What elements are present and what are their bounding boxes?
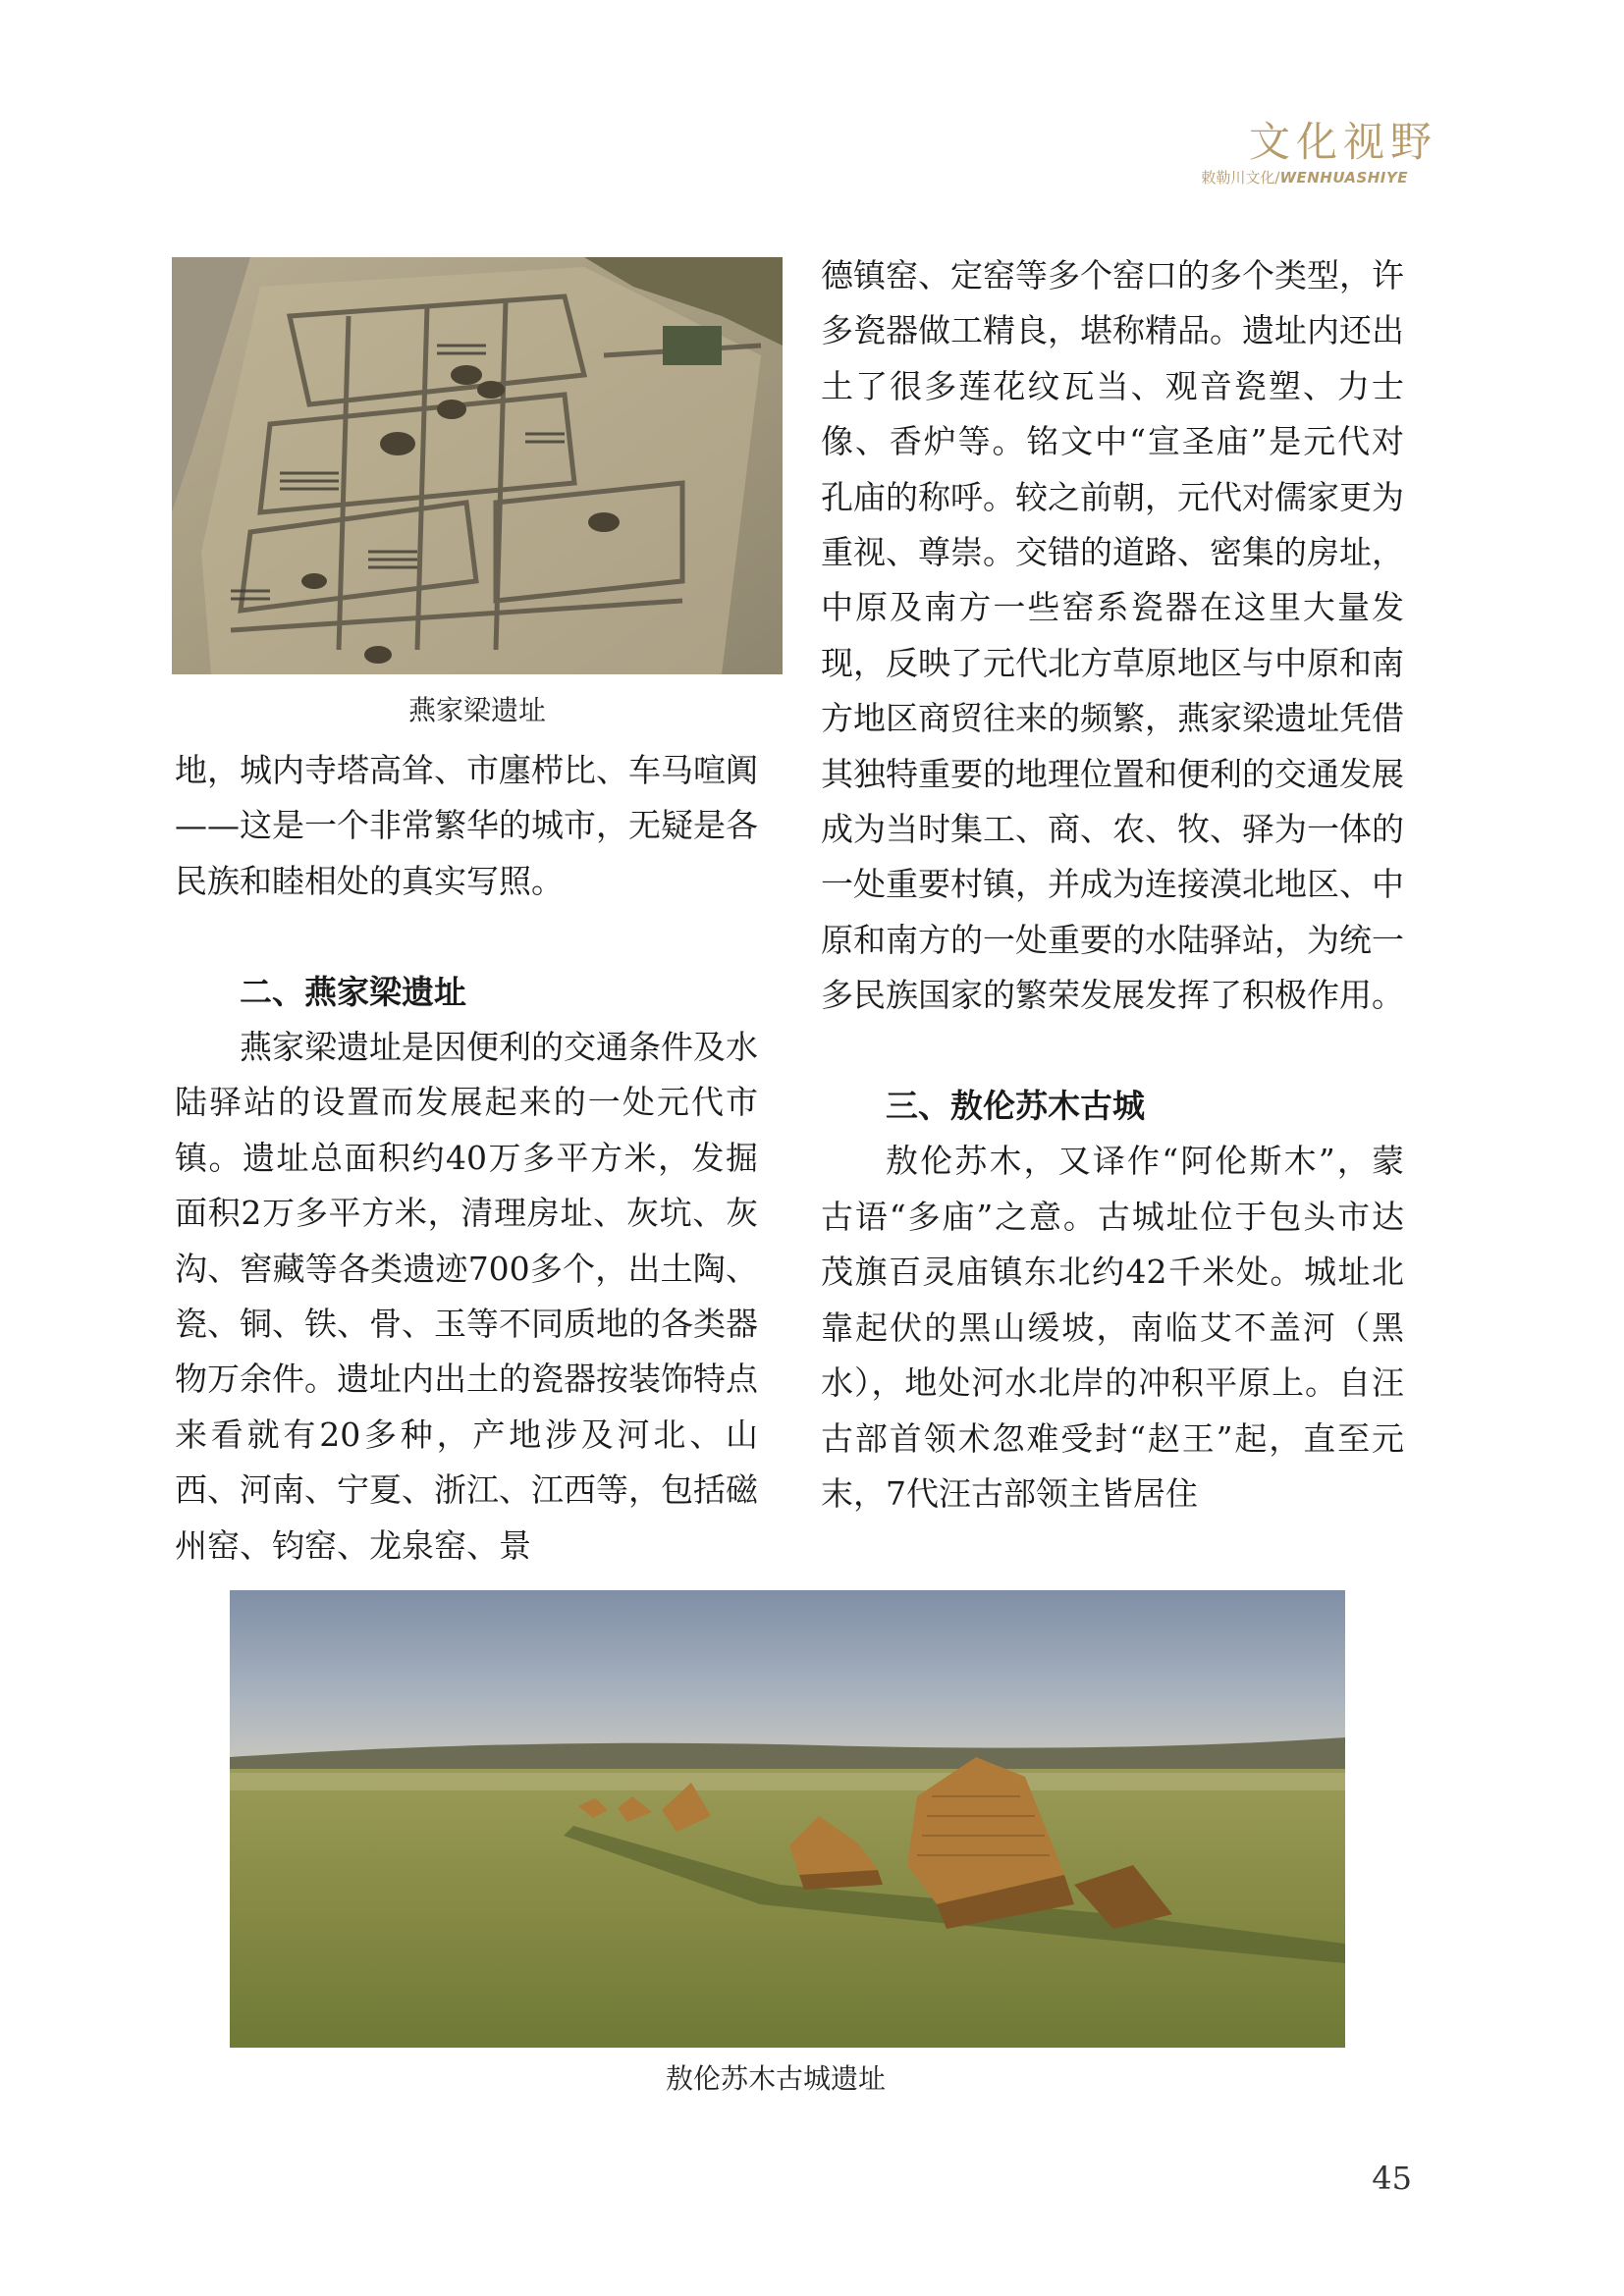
left-column: [175, 743, 758, 1574]
page-number: 45: [1372, 2160, 1412, 2197]
aolunsumu-ruins-photo: [230, 1590, 1345, 2048]
right-paragraph-2: 敖伦苏木，又译作“阿伦斯木”，蒙古语“多庙”之意。古城址位于包头市达茂旗百灵庙镇东北约42千米处。城址北靠起伏的黑山缓坡，南临艾不盖河（黑水），地处河水北岸的冲积平原上。自汪古部首领术忽难受封“赵王”起，直至元末，7代汪古部领主皆居住: [821, 1142, 1404, 1513]
right-column: [821, 248, 1404, 1522]
heading-yanjialiang: 二、燕家梁遗址: [240, 972, 466, 1011]
section-title: 文化视野: [1248, 118, 1437, 166]
subtitle-separator: /: [1274, 169, 1280, 187]
left-gap: [175, 909, 758, 964]
right-gap: [821, 1024, 1404, 1079]
fig2-caption: 敖伦苏木古城遗址: [666, 2062, 887, 2095]
right-paragraph-1: 德镇窑、定窑等多个窑口的多个类型，许多瓷器做工精良，堪称精品。遗址内还出土了很多莲花纹瓦当、观音瓷塑、力士像、香炉等。铭文中“宣圣庙”是元代对孔庙的称呼。较之前朝，元代对儒家更为重视、尊崇。交错的道路、密集的房址，中原及南方一些窑系瓷器在这里大量发现，反映了元代北方草原地区与中原和南方地区商贸往来的频繁，燕家梁遗址凭借其独特重要的地理位置和便利的交通发展成为当时集工、商、农、牧、驿为一体的一处重要村镇，并成为连接漠北地区、中原和南方的一处重要的水陆驿站，为统一多民族国家的繁荣发展发挥了积极作用。: [821, 256, 1404, 1015]
fig1-caption: 燕家梁遗址: [407, 694, 546, 726]
subtitle-en: WENHUASHIYE: [1279, 169, 1408, 187]
heading-aolunsumu: 三、敖伦苏木古城: [886, 1087, 1145, 1126]
yanjialiang-site-photo: [172, 257, 783, 674]
left-paragraph-1: 地，城内寺塔高耸、市廛栉比、车马喧阗——这是一个非常繁华的城市，无疑是各民族和睦相处的真实写照。: [175, 751, 758, 900]
left-paragraph-2: 燕家梁遗址是因便利的交通条件及水陆驿站的设置而发展起来的一处元代市镇。遗址总面积约40万多平方米，发掘面积2万多平方米，清理房址、灰坑、灰沟、窖藏等各类遗迹700多个，出土陶、瓷、铜、铁、骨、玉等不同质地的各类器物万余件。遗址内出土的瓷器按装饰特点来看就有20多种，产地涉及河北、山西、河南、宁夏、浙江、江西等，包括磁州窑、钧窑、龙泉窑、景: [175, 1028, 758, 1565]
section-subtitle: [1201, 167, 1408, 187]
subtitle-cn: 敕勒川文化: [1201, 169, 1275, 187]
